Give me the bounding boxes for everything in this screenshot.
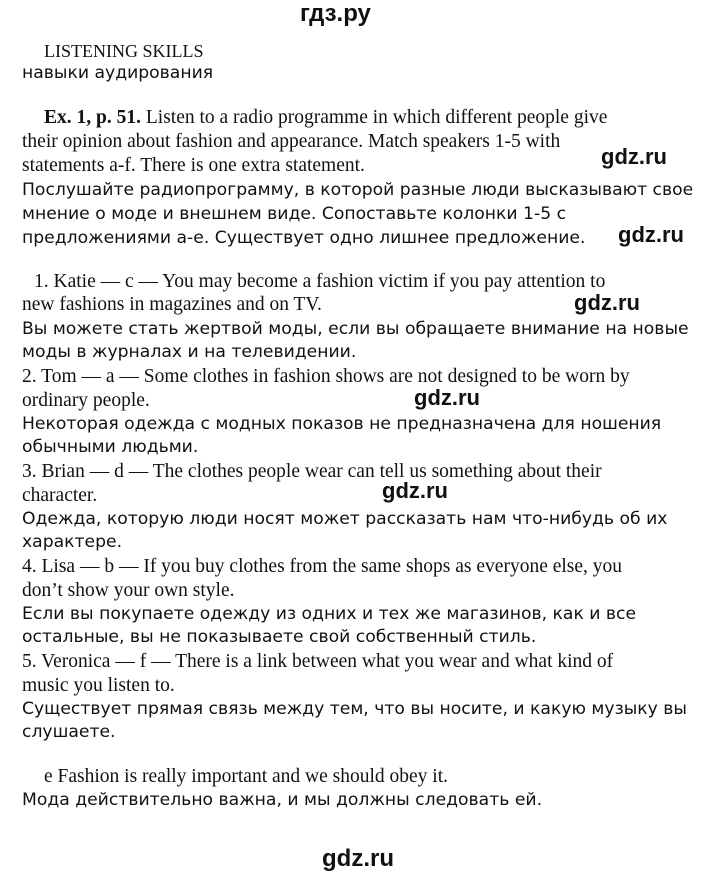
answer-translation: моды в журналах и на телевидении. <box>22 342 357 362</box>
answer-line: new fashions in magazines and on TV. <box>22 294 322 315</box>
extra-statement-translation: Мода действительно важна, и мы должны следовать ей. <box>22 790 543 810</box>
answer-line: 3. Brian — d — The clothes people wear can tell us something about their <box>22 461 602 482</box>
answer-line: 1. Katie — c — You may become a fashion victim if you pay attention to <box>34 271 606 292</box>
watermark: gdz.ru <box>414 385 480 410</box>
exercise-instruction-ru-line: Послушайте радиопрограмму, в которой разные люди высказывают свое <box>22 180 694 200</box>
exercise-instruction-ru-line: предложениями а-е. Существует одно лишнее предложение. <box>22 228 586 248</box>
exercise-instruction-text: Listen to a radio programme in which different people give <box>145 107 608 128</box>
exercise-instruction-line: their opinion about fashion and appearance. Match speakers 1-5 with <box>22 131 561 152</box>
exercise-instruction-ru-line: мнение о моде и внешнем виде. Сопоставьте колонки 1-5 с <box>22 204 567 224</box>
answer-line: character. <box>22 485 98 506</box>
answer-line: music you listen to. <box>22 675 175 696</box>
answer-line: don’t show your own style. <box>22 580 235 601</box>
answer-line: 2. Tom — a — Some clothes in fashion shows are not designed to be worn by <box>22 366 630 387</box>
section-subtitle: навыки аудирования <box>22 63 214 83</box>
watermark: gdz.ru <box>618 222 684 247</box>
answer-translation: Одежда, которую люди носят может рассказать нам что-нибудь об их <box>22 509 668 529</box>
answer-translation: слушаете. <box>22 722 116 742</box>
answer-translation: остальные, вы не показываете свой собственный стиль. <box>22 627 537 647</box>
answer-translation: обычными людьми. <box>22 437 199 457</box>
header-watermark: гдз.ру <box>300 0 371 27</box>
footer-watermark: gdz.ru <box>322 845 394 872</box>
answer-line: 5. Veronica — f — There is a link between what you wear and what kind of <box>22 651 614 672</box>
answer-line: 4. Lisa — b — If you buy clothes from the same shops as everyone else, you <box>22 556 623 577</box>
watermark: gdz.ru <box>382 478 448 503</box>
exercise-ref: Ex. 1, p. 51. <box>44 107 141 128</box>
exercise-instruction-line: statements a-f. There is one extra statement. <box>22 155 365 176</box>
answer-line: ordinary people. <box>22 390 150 411</box>
extra-statement: e Fashion is really important and we should obey it. <box>44 766 449 787</box>
watermark: gdz.ru <box>601 144 667 169</box>
answer-translation: Некоторая одежда с модных показов не предназначена для ношения <box>22 414 662 434</box>
section-title: LISTENING SKILLS <box>44 41 204 61</box>
answer-translation: Вы можете стать жертвой моды, если вы обращаете внимание на новые <box>22 319 689 339</box>
answer-translation: Существует прямая связь между тем, что вы носите, и какую музыку вы <box>22 699 688 719</box>
exercise-instruction-line <box>44 106 607 129</box>
watermark: gdz.ru <box>574 290 640 315</box>
answer-translation: характере. <box>22 532 123 552</box>
answer-translation: Если вы покупаете одежду из одних и тех же магазинов, как и все <box>22 604 637 624</box>
